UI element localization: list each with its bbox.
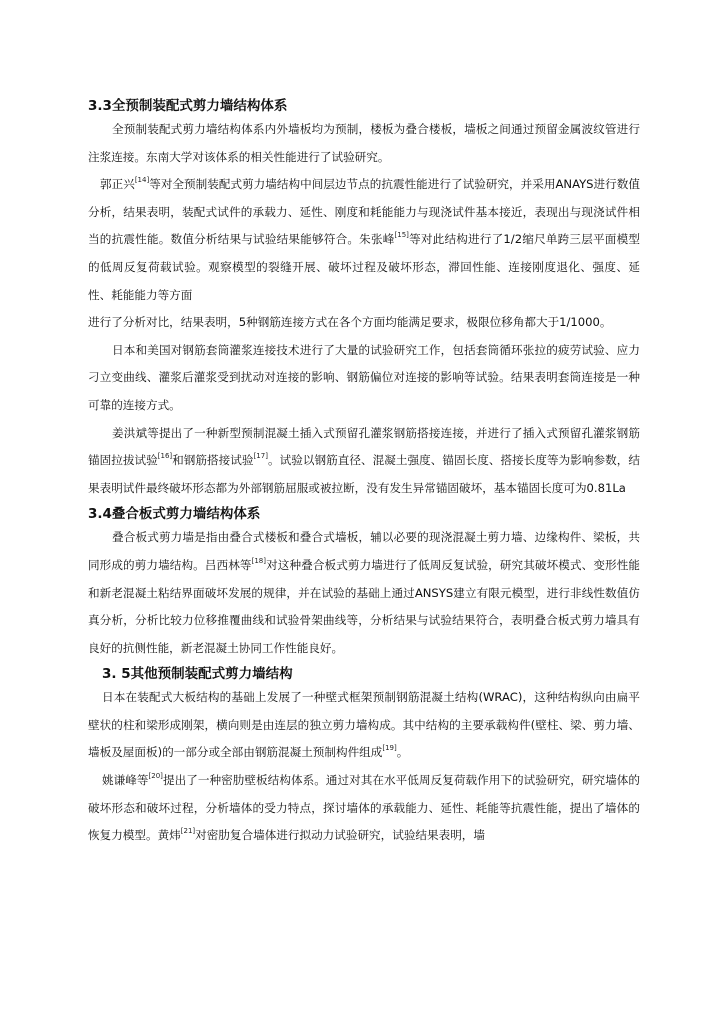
paragraph-text: 对这种叠合板式剪力墙进行了低周反复试验，研究其破坏模式、变形性能和新老混凝土粘结界面破坏发展的规律，并在试验的基础上通过ANSYS建立有限元模型，进行非线性数值仿真分析，分析比较力位移推覆曲线和试验骨架曲线等，分析结果与试验结果符合，表明叠合板式剪力墙具有良好的抗侧性能，新老混凝土协同工作性能良好。 <box>88 557 640 655</box>
paragraph <box>88 767 640 850</box>
paragraph-text: 姚谦峰等 <box>102 773 149 788</box>
paragraph-text: 对密肋复合墙体进行拟动力试验研究，试验结果表明，墙 <box>195 828 485 843</box>
citation-ref[interactable]: [18] <box>251 556 266 565</box>
section-heading-3-5: 3. 5其他预制装配式剪力墙结构 <box>102 666 293 683</box>
section-heading-3-4: 3.4叠合板式剪力墙结构体系 <box>88 506 261 523</box>
paragraph <box>88 171 640 309</box>
paragraph-text: 日本在装配式大板结构的基础上发展了一种壁式框架预制钢筋混凝土结构(WRAC)，这种结构纵向由扁平壁状的柱和梁形成刚架，横向则是由连层的独立剪力墙构成。其中结构的主要承载构件(壁柱、梁、剪力墙、墙板及屋面板)的一部分或全部由钢筋混凝土预制构件组成 <box>88 690 640 760</box>
paragraph-text: 叠合板式剪力墙是指由叠合式楼板和叠合式墙板，辅以必要的现浇混凝土剪力墙、边缘构件、梁板，共同形成的剪力墙结构。吕西林等 <box>88 530 640 572</box>
paragraph: 日本和美国对钢筋套筒灌浆连接技术进行了大量的试验研究工作，包括套筒循环张拉的疲劳试验、应力刁立变曲线、灌浆后灌浆受到扰动对连接的影响、钢筋偏位对连接的影响等试验。结果表明套筒连接是一种可靠的连接方式。 <box>88 342 640 412</box>
section-heading-3-3: 3.3全预制装配式剪力墙结构体系 <box>88 98 288 114</box>
paragraph-text: 。试验以钢筋直径、混凝土强度、锚固长度、搭接长度等为影响参数，结果表明试件最终破坏形态都为外部钢筋屈服或被拉断，没有发生异常锚固破坏，基本锚固长度可为0.81La <box>88 453 640 495</box>
paragraph-text: 和钢筋搭接试验 <box>172 453 254 468</box>
document-page <box>88 96 640 850</box>
paragraph-text: 姜洪斌等提出了一种新型预制混凝土插入式预留孔灌浆钢筋搭接连接，并进行了插入式预留孔灌浆钢筋锚固拉拔试验 <box>88 425 640 468</box>
citation-ref[interactable]: [17] <box>253 452 268 461</box>
citation-ref[interactable]: [20] <box>148 772 163 781</box>
paragraph <box>88 684 640 767</box>
citation-ref[interactable]: [14] <box>134 176 150 185</box>
citation-ref[interactable]: [21] <box>180 827 196 836</box>
paragraph: 进行了分析对比，结果表明，5种钢筋连接方式在各个方面均能满足要求，极限位移角都大于1/1000。 <box>88 315 612 330</box>
paragraph: 全预制装配式剪力墙结构体系内外墙板均为预制，楼板为叠合楼板，墙板之间通过预留金属波纹管进行注浆连接。东南大学对该体系的相关性能进行了试验研究。 <box>88 122 640 164</box>
citation-ref[interactable]: [16] <box>157 452 173 461</box>
paragraph-text: 等对全预制装配式剪力墙结构中间层边节点的抗震性能进行了试验研究，并采用ANAYS进行数值分析，结果表明，装配式试件的承载力、延性、刚度和耗能能力与现浇试件基本接近，表现出与现浇试件相当的抗震性能。数值分析结果与试验结果能够符合。朱张峰 <box>88 177 640 247</box>
paragraph-text: 提出了一种密肋壁板结构体系。通过对其在水平低周反复荷载作用下的试验研究，研究墙体的破坏形态和破坏过程，分析墙体的受力特点，探讨墙体的承载能力、延性、耗能等抗震性能，提出了墙体的恢复力模型。黄炜 <box>88 773 640 843</box>
paragraph <box>88 524 640 662</box>
paragraph <box>88 420 640 503</box>
citation-ref[interactable]: [19] <box>382 744 397 753</box>
citation-ref[interactable]: [15] <box>394 231 409 240</box>
paragraph-text: 。 <box>396 745 409 760</box>
paragraph-text: 等对此结构进行了1/2缩尺单跨三层平面模型的低周反复荷载试验。观察模型的裂缝开展、破坏过程及破坏形态，滞回性能、连接刚度退化、强度、延性、耗能能力等方面 <box>88 232 640 302</box>
paragraph-text: 郭正兴 <box>100 177 135 192</box>
